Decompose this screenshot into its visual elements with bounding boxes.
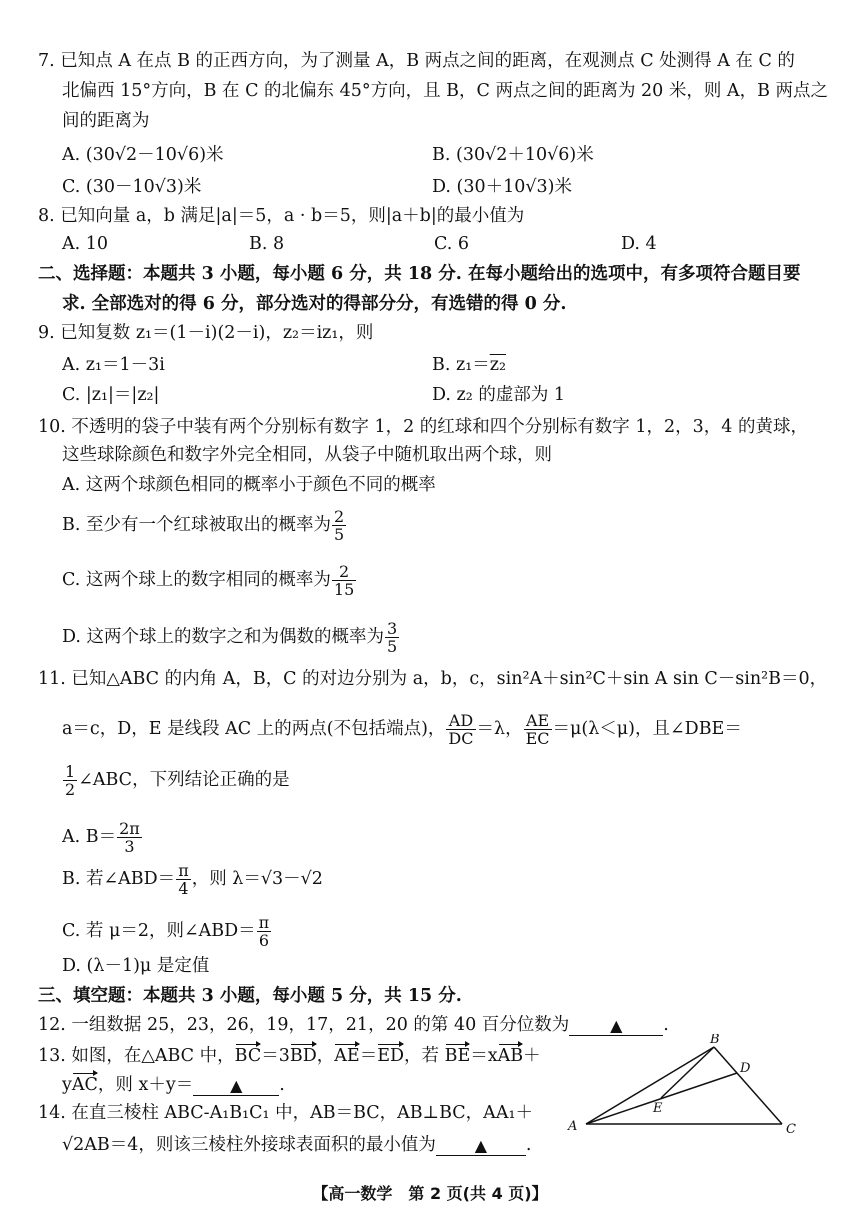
vector-ae: AE [334, 1043, 359, 1067]
q8-stem: 8. 已知向量 a，b 满足|a|＝5，a · b＝5，则|a＋b|的最小值为 [38, 206, 525, 226]
q9-stem: 9. 已知复数 z₁＝(1－i)(2－i)，z₂＝iz₁，则 [38, 323, 374, 343]
label-c: C [786, 1122, 796, 1137]
section2-heading-line1: 二、选择题：本题共 3 小题，每小题 6 分，共 18 分. 在每小题给出的选项中，有多项符合题目要 [38, 264, 801, 284]
q8-option-b: B. 8 [249, 234, 285, 254]
section3-heading: 三、填空题：本题共 3 小题，每小题 5 分，共 15 分. [38, 986, 462, 1006]
q12-stem: 12. 一组数据 25，23，26，19，17，21，20 的第 40 百分位数为 ▲ . [38, 1015, 669, 1035]
q9-option-a: A. z₁＝1－3i [62, 355, 165, 375]
q10-stem-line2: 这些球除颜色和数字外完全相同，从袋子中随机取出两个球，则 [62, 445, 552, 465]
q14-stem-line2: √2AB＝4，则该三棱柱外接球表面积的最小值为 ▲ . [62, 1135, 532, 1155]
label-a: A [568, 1119, 578, 1134]
fraction: $\frac{3}{5}$ [387, 619, 398, 656]
label-d: D [740, 1061, 751, 1076]
q10-option-a: A. 这两个球颜色相同的概率小于颜色不同的概率 [62, 475, 436, 495]
triangle-icon: ▲ [230, 1076, 243, 1095]
q7-option-a: A. (30√2－10√6)米 [62, 145, 224, 165]
fraction-ae-ec: $\frac{AE}{EC}$ [525, 711, 550, 748]
q11-option-c: C. 若 μ＝2，则∠ABD＝ $\frac{\pi}{6}$ [62, 913, 270, 950]
section2-heading-line2: 求. 全部选对的得 6 分，部分选对的得部分分，有选错的得 0 分. [62, 294, 567, 314]
answer-blank[interactable] [569, 1015, 663, 1036]
q11-option-b: B. 若∠ABD＝ $\frac{\pi}{4}$ ，则 λ＝√3－√2 [62, 861, 323, 898]
vector-ab: AB [498, 1043, 524, 1067]
q13-stem-line2: yAC，则 x＋y＝ ▲ . [62, 1072, 285, 1096]
fraction: $\frac{\pi}{4}$ [178, 861, 189, 898]
vector-ed: ED [377, 1043, 404, 1067]
fraction-ad-dc: $\frac{AD}{DC}$ [448, 711, 474, 748]
q7-option-c: C. (30－10√3)米 [62, 177, 202, 197]
segment-ab [586, 1047, 714, 1124]
label-e: E [653, 1101, 663, 1116]
q8-option-c: C. 6 [434, 234, 470, 254]
q11-option-a: A. B＝ $\frac{2\pi}{3}$ [62, 819, 140, 856]
answer-blank[interactable] [193, 1075, 279, 1096]
q11-stem-line3: $\frac{1}{2}$ ∠ABC，下列结论正确的是 [65, 762, 290, 799]
q9-option-c: C. |z₁|＝|z₂| [62, 385, 160, 405]
q9-option-d: D. z₂ 的虚部为 1 [432, 385, 566, 405]
fraction: $\frac{2}{5}$ [334, 507, 345, 544]
triangle-icon: ▲ [474, 1136, 488, 1155]
label-b: B [710, 1034, 720, 1047]
vector-ac: AC [72, 1072, 98, 1096]
vector-bd: BD [290, 1043, 317, 1067]
q11-option-d: D. (λ－1)μ 是定值 [62, 956, 210, 976]
q9-option-b: B. z₁＝z₂ [432, 355, 506, 375]
q11-stem-line2: a＝c，D，E 是线段 AC 上的两点(不包括端点)， $\frac{AD}{DC}$ ＝λ， $\frac{AE}{EC}$ ＝μ(λ＜μ)，且∠DBE＝ [62, 711, 742, 748]
vector-be: BE [445, 1043, 471, 1067]
q10-stem-line1: 10. 不透明的袋子中装有两个分别标有数字 1，2 的红球和四个分别标有数字 1，2，3，4 的黄球， [38, 417, 808, 437]
q8-option-d: D. 4 [621, 234, 657, 254]
conjugate-z2: z₂ [489, 355, 506, 375]
fraction: $\frac{\pi}{6}$ [258, 913, 270, 950]
q10-option-d: D. 这两个球上的数字之和为偶数的概率为 $\frac{3}{5}$ [62, 619, 398, 656]
fraction: $\frac{2}{15}$ [333, 562, 355, 599]
page-footer: 【高一数学 第 2 页(共 4 页)】 [312, 1184, 548, 1203]
q11-stem-line1: 11. 已知△ABC 的内角 A，B，C 的对边分别为 a，b，c，sin²A＋sin²C＋sin A sin C－sin²B＝0， [38, 669, 828, 689]
fraction: $\frac{2\pi}{3}$ [119, 819, 140, 856]
q7-option-d: D. (30＋10√3)米 [432, 177, 573, 197]
q8-option-a: A. 10 [62, 234, 109, 254]
q14-stem-line1: 14. 在直三棱柱 ABC-A₁B₁C₁ 中，AB＝BC，AB⊥BC，AA₁＋ [38, 1103, 533, 1123]
q7-stem-line3: 间的距离为 [62, 111, 150, 131]
q13-stem-line1: 13. 如图，在△ABC 中，BC＝3BD，AE＝ED，若 BE＝xAB＋ [38, 1043, 541, 1067]
q10-option-b: B. 至少有一个红球被取出的概率为 $\frac{2}{5}$ [62, 507, 345, 544]
triangle-icon: ▲ [610, 1016, 623, 1035]
fraction-half: $\frac{1}{2}$ [65, 762, 76, 799]
segment-bc [714, 1047, 782, 1124]
vector-bc: BC [235, 1043, 262, 1067]
q7-stem-line2: 北偏西 15°方向，B 在 C 的北偏东 45°方向，且 B，C 两点之间的距离为 20 米，则 A，B 两点之 [62, 81, 828, 101]
q7-stem-line1: 7. 已知点 A 在点 B 的正西方向，为了测量 A，B 两点之间的距离，在观测点 C 处测得 A 在 C 的 [38, 51, 795, 71]
q7-option-b: B. (30√2＋10√6)米 [432, 145, 594, 165]
q10-option-c: C. 这两个球上的数字相同的概率为 $\frac{2}{15}$ [62, 562, 355, 599]
triangle-figure [560, 1034, 810, 1144]
answer-blank[interactable] [436, 1135, 526, 1156]
